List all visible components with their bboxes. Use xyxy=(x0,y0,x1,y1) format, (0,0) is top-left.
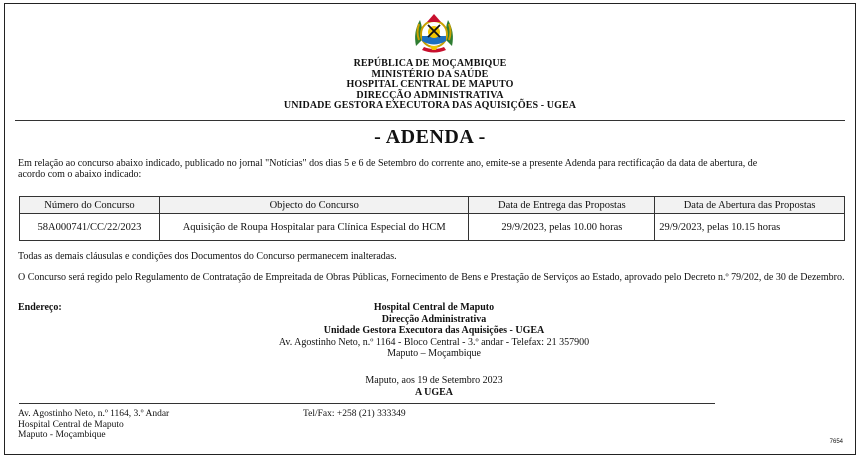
cell-tender-number: 58A000741/CC/22/2023 xyxy=(20,214,160,241)
adenda-document xyxy=(4,3,856,455)
header-line-ugea: UNIDADE GESTORA EXECUTORA DAS AQUISIÇÕES - UGEA xyxy=(283,100,577,111)
footer-address-line1: Av. Agostinho Neto, n.º 1164, 3.º Andar xyxy=(18,409,170,419)
header-divider xyxy=(15,120,845,121)
column-header-number: Número do Concurso xyxy=(20,197,160,214)
table-row xyxy=(20,214,845,241)
regulation-paragraph: O Concurso será regido pelo Regulamento de Contratação de Empreitada de Obras Públicas, Fornecimento de Bens e Prestação de Serviços ao Estado, aprovado pelo Decreto n.º 79/202, de 30 de Dezembro. xyxy=(18,272,845,283)
cell-tender-object: Aquisição de Roupa Hospitalar para Clínica Especial do HCM xyxy=(159,214,469,241)
address-directorate: Direcção Administrativa xyxy=(381,313,487,325)
cell-opening-date: 29/9/2023, pelas 10.15 horas xyxy=(655,214,845,241)
header-line-ministry: MINISTÉRIO DA SAÚDE xyxy=(371,68,489,80)
mozambique-coat-of-arms-icon xyxy=(410,10,458,58)
address-street: Av. Agostinho Neto, n.º 1164 - Bloco Central - 3.º andar - Telefax: 21 357900 xyxy=(278,336,590,348)
address-ugea: Unidade Gestora Executora das Aquisições - UGEA xyxy=(323,325,545,336)
header-line-directorate: DIRECÇÃO ADMINISTRATIVA xyxy=(356,89,504,101)
signature-ugea: A UGEA xyxy=(414,387,454,398)
tender-table xyxy=(19,196,845,241)
footer-address-line3: Maputo - Moçambique xyxy=(18,430,106,440)
column-header-object: Objecto do Concurso xyxy=(159,197,469,214)
address-label: Endereço: xyxy=(18,302,62,313)
table-header-row xyxy=(20,197,845,214)
header-block xyxy=(5,59,855,112)
column-header-opening-date: Data de Abertura das Propostas xyxy=(655,197,845,214)
address-hospital: Hospital Central de Maputo xyxy=(373,302,495,313)
footer-telfax: Tel/Fax: +258 (21) 333349 xyxy=(303,409,406,419)
signature-block xyxy=(5,375,862,399)
address-city: Maputo – Moçambique xyxy=(387,348,481,359)
document-title: - ADENDA - xyxy=(374,126,486,148)
document-code: 7654 xyxy=(829,439,843,445)
intro-paragraph: Em relação ao concurso abaixo indicado, publicado no jornal "Notícias" dos dias 5 e 6 de Setembro do corrente ano, emite-se a presente Adenda para rectificação da data de abertura, de acordo com o abaixo indicado: xyxy=(18,158,758,180)
footer-address xyxy=(18,409,169,441)
address-block xyxy=(5,302,862,360)
clauses-paragraph: Todas as demais cláusulas e condições dos Documentos do Concurso permanecem inalteradas. xyxy=(18,251,397,262)
column-header-delivery-date: Data de Entrega das Propostas xyxy=(469,197,655,214)
date-line: Maputo, aos 19 de Setembro 2023 xyxy=(365,375,503,386)
footer-divider xyxy=(19,403,715,404)
cell-delivery-date: 29/9/2023, pelas 10.00 horas xyxy=(469,214,655,241)
header-line-hospital: HOSPITAL CENTRAL DE MAPUTO xyxy=(346,79,514,90)
footer-address-line2: Hospital Central de Maputo xyxy=(18,419,124,430)
header-line-country: REPÚBLICA DE MOÇAMBIQUE xyxy=(353,58,507,69)
